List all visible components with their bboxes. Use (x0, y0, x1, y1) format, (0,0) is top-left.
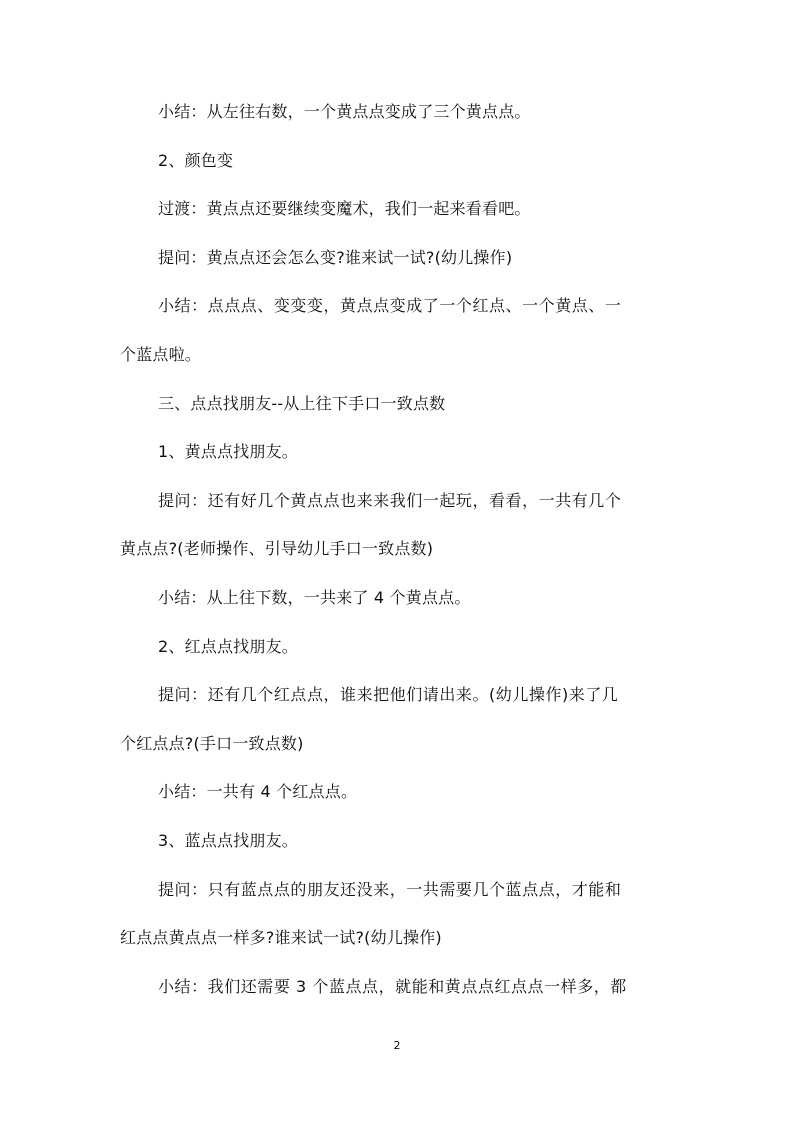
paragraph-line: 红点点黄点点一样多?谁来试一试?(幼儿操作) (120, 928, 442, 948)
paragraph-line: 小结：点点点、变变变，黄点点变成了一个红点、一个黄点、一 (158, 296, 622, 316)
section-heading: 2、红点点找朋友。 (158, 636, 298, 656)
paragraph-line: 个蓝点啦。 (120, 344, 202, 364)
paragraph-line: 提问：还有几个红点点，谁来把他们请出来。(幼儿操作)来了几 (158, 685, 619, 705)
section-heading: 三、点点找朋友--从上往下手口一致点数 (158, 393, 446, 413)
paragraph-line: 提问：黄点点还会怎么变?谁来试一试?(幼儿操作) (158, 247, 513, 267)
page-number: 2 (393, 1039, 401, 1052)
paragraph-line: 小结：从上往下数，一共来了 4 个黄点点。 (158, 587, 471, 607)
paragraph-line: 小结：我们还需要 3 个蓝点点，就能和黄点点红点点一样多，都 (158, 976, 627, 996)
body-text (120, 88, 676, 1011)
section-heading: 3、蓝点点找朋友。 (158, 830, 298, 850)
section-heading: 1、黄点点找朋友。 (158, 442, 298, 462)
paragraph-line: 小结：从左往右数，一个黄点点变成了三个黄点点。 (158, 102, 531, 121)
paragraph-line: 提问：只有蓝点点的朋友还没来，一共需要几个蓝点点，才能和 (158, 879, 622, 899)
paragraph-line: 过渡：黄点点还要继续变魔术，我们一起来看看吧。 (158, 199, 531, 219)
paragraph-line: 提问：还有好几个黄点点也来来我们一起玩，看看，一共有几个 (158, 490, 622, 510)
paragraph-line: 个红点点?(手口一致点数) (120, 733, 304, 753)
section-heading: 2、颜色变 (158, 150, 234, 170)
paragraph-line: 小结：一共有 4 个红点点。 (158, 782, 358, 802)
paragraph-line: 黄点点?(老师操作、引导幼儿手口一致点数) (120, 539, 434, 559)
